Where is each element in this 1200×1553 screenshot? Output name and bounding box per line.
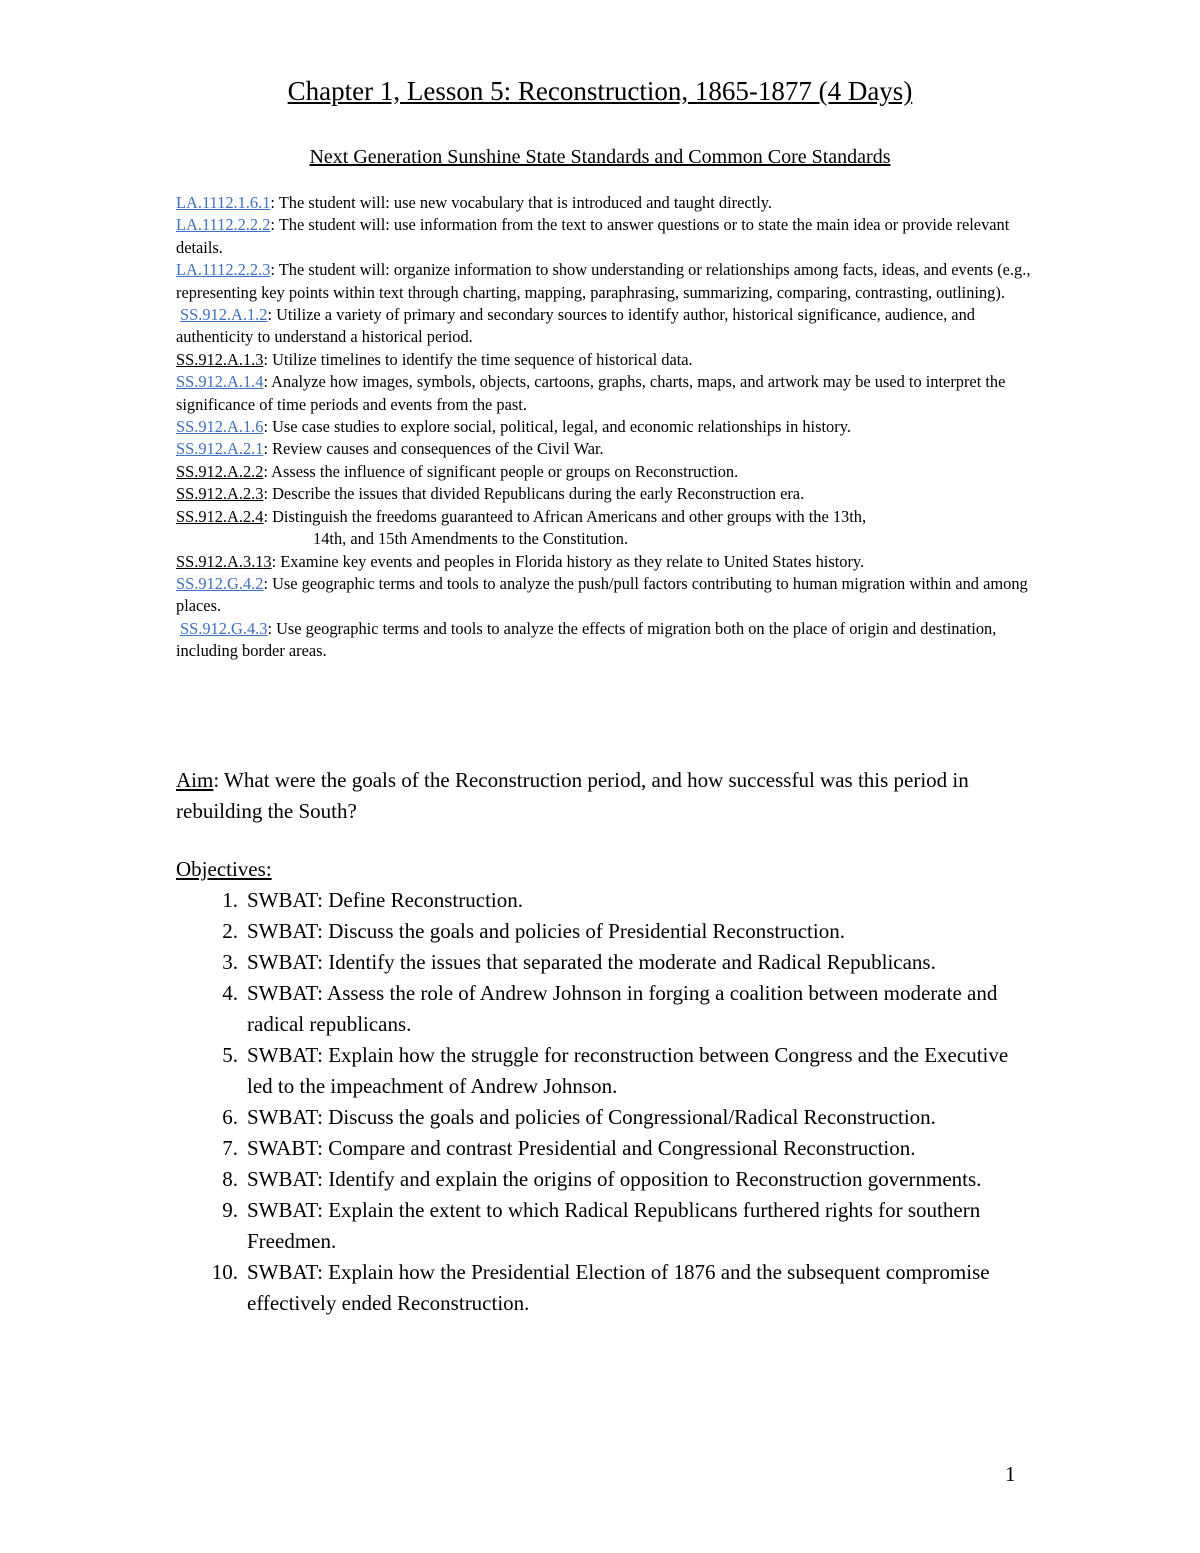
objective-text: SWBAT: Define Reconstruction. (247, 888, 523, 912)
standard-text: : Review causes and consequences of the Civil War. (263, 439, 604, 459)
standard-item (176, 573, 1036, 618)
standard-code-link[interactable]: SS.912.A.1.4 (176, 372, 264, 392)
objective-number: 2. (222, 919, 238, 943)
objective-item (176, 947, 1026, 978)
objective-number: 6. (222, 1105, 238, 1129)
standard-text: : Utilize timelines to identify the time sequence of historical data. (263, 349, 693, 369)
standard-code-link[interactable]: SS.912.G.4.2 (176, 573, 264, 593)
standard-text: : Examine key events and peoples in Florida history as they relate to United States history. (271, 551, 865, 571)
objective-number: 1. (222, 888, 238, 912)
objective-item (176, 1133, 1026, 1164)
objective-text: SWBAT: Explain the extent to which Radical Republicans furthered rights for southern Freedmen. (247, 1198, 981, 1253)
objective-text: SWBAT: Explain how the Presidential Election of 1876 and the subsequent compromise effectively ended Reconstruction. (247, 1260, 990, 1315)
objective-text: SWBAT: Assess the role of Andrew Johnson in forging a coalition between moderate and radical republicans. (247, 981, 998, 1036)
standard-text: : Use geographic terms and tools to analyze the effects of migration both on the place of origin and destination, including border areas. (176, 618, 997, 661)
objectives-list (176, 885, 1026, 1319)
standard-text: : The student will: use information from the text to answer questions or to state the main idea or provide relevant details. (176, 215, 1010, 257)
objective-item (176, 1102, 1026, 1133)
standard-text: : Describe the issues that divided Republicans during the early Reconstruction era. (263, 484, 805, 504)
objective-number: 8. (222, 1167, 238, 1191)
objective-number: 9. (222, 1198, 238, 1222)
standard-item (176, 349, 1036, 371)
standard-text: : Use case studies to explore social, political, legal, and economic relationships in history. (263, 417, 851, 437)
standard-text: : The student will: organize information to show understanding or relationships among facts, ideas, and events (e.g., representing key points within text through charting, mapping, paraphrasing, summarizing, comparing, contrasting, outlining). (176, 260, 1031, 302)
standard-text-continuation: 14th, and 15th Amendments to the Constitution. (313, 529, 629, 549)
standard-item (176, 483, 1036, 505)
standard-code-link[interactable]: SS.912.A.1.6 (176, 417, 264, 437)
objective-text: SWBAT: Identify and explain the origins of opposition to Reconstruction governments. (247, 1167, 982, 1191)
standard-code: SS.912.A.2.3 (176, 484, 264, 504)
objective-text: SWBAT: Explain how the struggle for reconstruction between Congress and the Executive led to the impeachment of Andrew Johnson. (247, 1043, 1009, 1098)
standard-item (176, 304, 1036, 349)
standard-text: : Analyze how images, symbols, objects, cartoons, graphs, charts, maps, and artwork may be used to interpret the significance of time periods and events from the past. (176, 372, 1006, 414)
objective-text: SWBAT: Discuss the goals and policies of Congressional/Radical Reconstruction. (247, 1105, 936, 1129)
objective-item (176, 978, 1026, 1040)
standards-heading: Next Generation Sunshine State Standards and Common Core Standards (309, 146, 891, 168)
aim-statement (176, 765, 1026, 827)
objective-item (176, 916, 1026, 947)
standard-code: SS.912.A.2.4 (176, 506, 264, 526)
aim-label: Aim (176, 768, 214, 792)
standard-code-link[interactable]: LA.1112.1.6.1 (176, 193, 271, 212)
standards-list (176, 192, 1036, 663)
standard-text: : Distinguish the freedoms guaranteed to African Americans and other groups with the 13th, (263, 506, 867, 526)
objective-text: SWBAT: Discuss the goals and policies of Presidential Reconstruction. (247, 919, 845, 943)
objectives-heading (176, 854, 272, 885)
standard-code: SS.912.A.1.3 (176, 349, 264, 369)
standard-code-link[interactable]: SS.912.A.2.1 (176, 439, 264, 459)
standard-code-link[interactable]: SS.912.A.1.2 (180, 305, 268, 325)
standard-code-link[interactable]: LA.1112.2.2.3 (176, 260, 271, 280)
page-number: 1 (1005, 1462, 1016, 1486)
page-title: Chapter 1, Lesson 5: Reconstruction, 1865-1877 (4 Days) (287, 76, 913, 106)
objective-item (176, 1257, 1026, 1319)
standard-item (176, 506, 1036, 551)
standard-item (176, 551, 1036, 573)
aim-text: : What were the goals of the Reconstruction period, and how successful was this period in rebuilding the South? (176, 768, 969, 823)
objective-text: SWBAT: Identify the issues that separated the moderate and Radical Republicans. (247, 950, 936, 974)
objective-item (176, 1164, 1026, 1195)
standard-code-link[interactable]: SS.912.G.4.3 (180, 618, 268, 638)
objectives-label-suffix: : (265, 857, 272, 881)
standard-text: : The student will: use new vocabulary that is introduced and taught directly. (270, 193, 773, 212)
standard-text: : Use geographic terms and tools to analyze the push/pull factors contributing to human migration within and among places. (176, 573, 1028, 616)
objective-number: 4. (222, 981, 238, 1005)
objective-number: 7. (222, 1136, 238, 1160)
standard-code: SS.912.A.2.2 (176, 461, 264, 481)
standard-item (176, 416, 1036, 438)
objective-number: 10. (211, 1260, 238, 1284)
objective-item (176, 1040, 1026, 1102)
objective-number: 5. (222, 1043, 238, 1067)
objective-item (176, 1195, 1026, 1257)
objective-number: 3. (222, 950, 238, 974)
standard-code-link[interactable]: LA.1112.2.2.2 (176, 215, 271, 235)
standard-item (176, 371, 1036, 416)
standard-item (176, 259, 1036, 304)
standard-item (176, 438, 1036, 460)
objective-item (176, 885, 1026, 916)
standard-item (176, 618, 1036, 663)
standard-item (176, 192, 1036, 214)
standard-item (176, 461, 1036, 483)
standard-code: SS.912.A.3.13 (176, 551, 272, 571)
standard-text: : Assess the influence of significant people or groups on Reconstruction. (263, 461, 739, 481)
standard-item (176, 214, 1036, 259)
objectives-label: Objectives (176, 857, 266, 881)
objective-text: SWABT: Compare and contrast Presidential and Congressional Reconstruction. (247, 1136, 916, 1160)
standard-text: : Utilize a variety of primary and secondary sources to identify author, historical significance, audience, and authenticity to understand a historical period. (176, 305, 975, 347)
